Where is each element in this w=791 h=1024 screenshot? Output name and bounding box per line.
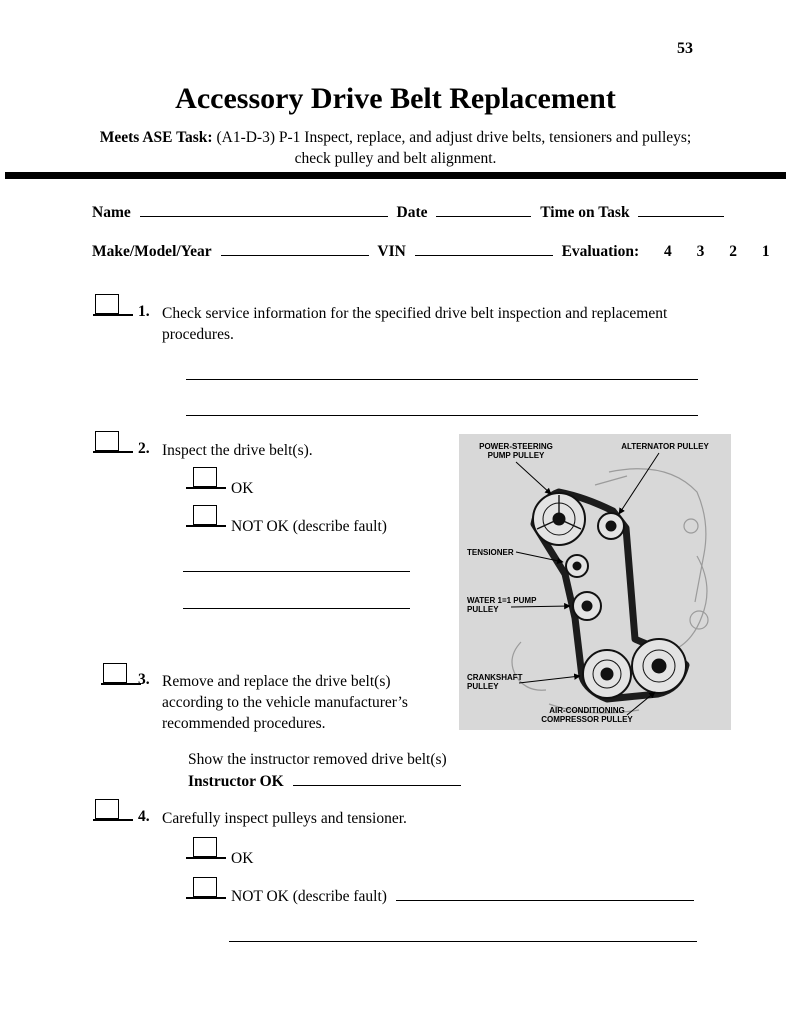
time-on-task-blank[interactable]: [638, 205, 724, 217]
task1-text: Check service information for the specified drive belt inspection and replacement procedures.: [162, 305, 668, 343]
task4-notok-checkbox[interactable]: [186, 875, 226, 899]
task4-ok-label: OK: [231, 850, 254, 867]
page-number: 53: [677, 40, 693, 57]
ase-task-label: Meets ASE Task:: [99, 129, 213, 146]
task3-checkbox-box[interactable]: [103, 663, 127, 683]
page-title: Accessory Drive Belt Replacement: [175, 82, 616, 115]
task1-answer-blank-2[interactable]: [186, 415, 698, 416]
ase-task-text-line2: check pulley and belt alignment.: [294, 150, 497, 167]
task2-text: Inspect the drive belt(s).: [162, 442, 313, 459]
belt-diagram-svg: [459, 434, 731, 730]
vin-label: VIN: [377, 243, 406, 260]
task1-checkbox-box[interactable]: [95, 294, 119, 314]
evaluation-score-4: 4: [663, 243, 672, 260]
task1-number: 1.: [138, 303, 150, 320]
task3-show-instructor-text: Show the instructor removed drive belt(s): [188, 751, 447, 768]
label-crankshaft-line2: PULLEY: [467, 682, 499, 691]
task4-notok-label: NOT OK (describe fault): [231, 888, 387, 905]
engine-belt-diagram: [459, 434, 731, 730]
label-ac-compressor-line1: AIR-CONDITIONING: [549, 706, 625, 715]
task4-ok-checkbox-box[interactable]: [193, 837, 217, 857]
task2-checkbox-box[interactable]: [95, 431, 119, 451]
task2-fault-blank-2[interactable]: [183, 608, 410, 609]
divider-rule: [5, 172, 786, 179]
task2-ok-checkbox[interactable]: [186, 465, 226, 489]
task3-text: Remove and replace the drive belt(s) according to the vehicle manufacturer’s recommended procedures.: [162, 673, 408, 732]
make-model-year-blank[interactable]: [221, 244, 369, 256]
task3-number: 3.: [138, 671, 150, 688]
label-ac-compressor-line2: COMPRESSOR PULLEY: [541, 715, 633, 724]
task4-text: Carefully inspect pulleys and tensioner.: [162, 810, 407, 827]
task4-fault-blank-inline[interactable]: [396, 889, 694, 901]
task2-number: 2.: [138, 440, 150, 457]
header-row-2: [92, 243, 770, 261]
instructor-ok-label: Instructor OK: [188, 773, 284, 790]
evaluation-label: Evaluation:: [561, 243, 640, 260]
task4-fault-blank-2[interactable]: [229, 941, 697, 942]
task4-notok-row: [231, 888, 699, 906]
task1-checkbox[interactable]: [93, 292, 133, 316]
label-water-pump-line2: PULLEY: [467, 605, 499, 614]
evaluation-score-3: 3: [696, 243, 705, 260]
task2-notok-label: NOT OK (describe fault): [231, 518, 387, 535]
ase-task-statement: [0, 127, 791, 169]
task4-checkbox[interactable]: [93, 797, 133, 821]
task2-notok-checkbox-box[interactable]: [193, 505, 217, 525]
evaluation-score-2: 2: [729, 243, 737, 260]
task4-checkbox-box[interactable]: [95, 799, 119, 819]
task3-instructor-ok-row: [188, 771, 466, 792]
task4-number: 4.: [138, 808, 150, 825]
evaluation-score-1: 1: [761, 243, 770, 260]
task2-checkbox[interactable]: [93, 429, 133, 453]
task2-ok-label: OK: [231, 480, 254, 497]
vin-blank[interactable]: [415, 244, 553, 256]
instructor-ok-blank[interactable]: [293, 774, 461, 786]
name-blank[interactable]: [140, 205, 388, 217]
ase-task-text-line1: (A1-D-3) P-1 Inspect, replace, and adjust drive belts, tensioners and pulleys;: [216, 129, 692, 146]
task2-ok-checkbox-box[interactable]: [193, 467, 217, 487]
date-label: Date: [396, 204, 428, 221]
label-tensioner: TENSIONER: [467, 548, 514, 557]
task2-notok-checkbox[interactable]: [186, 503, 226, 527]
header-row-1: [92, 204, 729, 222]
label-power-steering-line1: POWER-STEERING: [479, 442, 553, 451]
make-model-year-label: Make/Model/Year: [92, 243, 212, 260]
label-crankshaft-line1: CRANKSHAFT: [467, 673, 523, 682]
label-water-pump-line1: WATER 1=1 PUMP: [467, 596, 537, 605]
task4-ok-checkbox[interactable]: [186, 835, 226, 859]
task1-answer-blank-1[interactable]: [186, 379, 698, 380]
task4-notok-checkbox-box[interactable]: [193, 877, 217, 897]
name-label: Name: [92, 204, 131, 221]
task3-checkbox[interactable]: [101, 661, 141, 685]
task2-fault-blank-1[interactable]: [183, 571, 410, 572]
pulleys: [533, 493, 686, 698]
date-blank[interactable]: [436, 205, 531, 217]
label-alternator: ALTERNATOR PULLEY: [621, 442, 709, 451]
label-power-steering-line2: PUMP PULLEY: [487, 451, 545, 460]
time-on-task-label: Time on Task: [540, 204, 630, 221]
